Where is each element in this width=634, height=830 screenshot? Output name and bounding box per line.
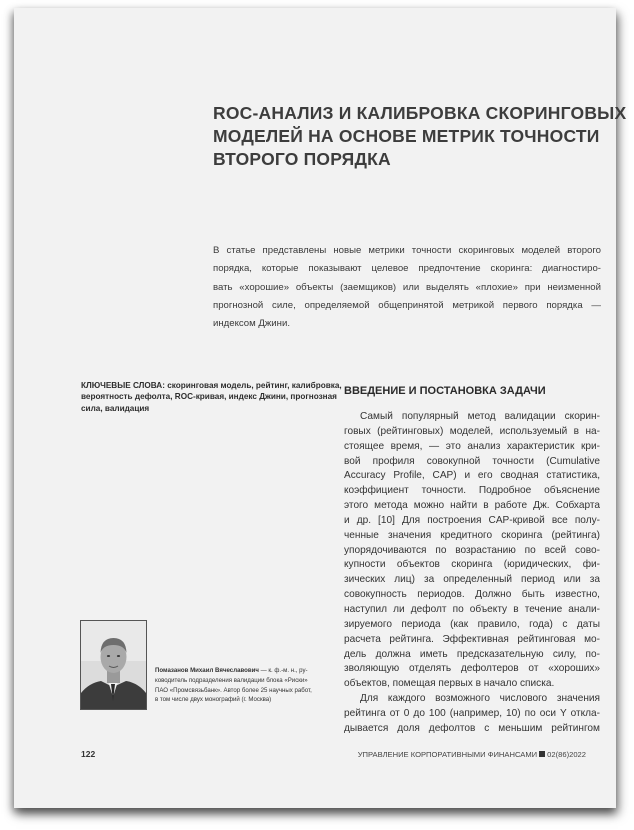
body-line: зволяющую отделять дефолтеров от «хороших»: [344, 663, 600, 675]
author-bio: [155, 666, 345, 705]
article-title: [213, 102, 627, 171]
running-footer: [358, 750, 586, 759]
keywords-line: КЛЮЧЕВЫЕ СЛОВА: скоринговая модель, рейтинг, калибровка,: [81, 381, 342, 390]
body-line: зируемого периода (как правило, года) с даты: [344, 618, 600, 630]
abstract-line: индексом Джини.: [213, 318, 290, 330]
body-line: дывается доля дефолтов с меньшим рейтингом: [344, 722, 600, 734]
abstract-line: вать «хорошие» объекты (заемщиков) или выделять «плохие» при неизменной: [213, 281, 601, 293]
body-line: дель должна иметь предсказательную силу, по-: [344, 648, 600, 660]
body-line: упорядочиваются по возрастанию по всей сово-: [344, 544, 600, 556]
section-heading: ВВЕДЕНИЕ И ПОСТАНОВКА ЗАДАЧИ: [344, 385, 546, 397]
body-line: наступил ли дефолт по объекту в течение анали-: [344, 603, 600, 615]
body-line: Самый популярный метод валидации скорин-: [360, 411, 600, 422]
page-number: 122: [81, 749, 96, 759]
author-bio-line: ководитель подразделения валидации блока «Риски»: [155, 676, 308, 684]
separator-square-icon: [539, 751, 545, 757]
author-name: Помазанов Михаил Вячеславович: [155, 667, 259, 674]
author-photo: [80, 620, 147, 710]
article-body: [344, 410, 600, 737]
author-portrait-icon: [81, 621, 146, 709]
body-line: рейтинга от 0 до 100 (например, 10) по оси Y откла-: [344, 707, 600, 719]
body-line: совокупность периодов. Должно быть известно,: [344, 589, 600, 601]
journal-name: УПРАВЛЕНИЕ КОРПОРАТИВНЫМИ ФИНАНСАМИ: [357, 750, 538, 759]
title-line: МОДЕЛЕЙ НА ОСНОВЕ МЕТРИК ТОЧНОСТИ: [213, 126, 600, 146]
journal-page: [14, 8, 627, 808]
body-line: Для каждого возможного числового значения: [360, 693, 600, 705]
author-bio-line: ПАО «Промсвязьбанк». Автор более 25 научных работ,: [155, 686, 312, 694]
body-line: ченные значения кредитного скоринга (рейтинга): [344, 529, 600, 541]
body-line: купности объектов скоринга (юридических, фи-: [344, 559, 600, 571]
abstract-line: порядка, которые показывают целевое предпочтение скоринга: диагностиро-: [213, 263, 601, 275]
keywords-line: сила, валидация: [81, 403, 150, 413]
title-line: ROC-АНАЛИЗ И КАЛИБРОВКА СКОРИНГОВЫХ: [213, 103, 627, 123]
body-line: Accuracy Profile, CAP) и его сводная статистика,: [344, 470, 600, 482]
body-line: расчета рейтинга. Эффективная рейтинговая мо-: [344, 633, 600, 645]
body-line: стоящее время, — это анализ характеристик кри-: [344, 440, 600, 452]
body-line: зических лиц) за определенный период или за: [344, 574, 600, 586]
abstract: [213, 242, 601, 333]
abstract-line: прогнозной силе, определяемой общепринятой метрикой первого порядка —: [213, 299, 601, 311]
body-line: этого метода можно найти в работе Дж. Собхарта: [344, 500, 600, 512]
body-line: коэффициент точности. Подробное объяснение: [344, 485, 600, 497]
keywords-line: вероятность дефолта, ROC-кривая, индекс Джини, прогнозная: [81, 392, 337, 402]
abstract-line: В статье представлены новые метрики точности скоринговых моделей второго: [213, 245, 601, 256]
keywords: [81, 380, 341, 414]
issue-number: 02(86)2022: [547, 750, 586, 759]
body-line: объектов, помещая первых в начало списка.: [344, 678, 555, 690]
author-bio-line: — к. ф.-м. н., ру-: [258, 667, 308, 674]
body-line: говых (рейтинговых) моделей, используемый в на-: [344, 425, 600, 437]
title-line: ВТОРОГО ПОРЯДКА: [213, 149, 391, 169]
author-bio-line: в том числе двух монографий (г. Москва): [155, 696, 272, 704]
body-line: вой профиля совокупной точности (Cumulative: [344, 455, 600, 467]
body-line: и др. [10] Для построения CAP-кривой все полу-: [344, 514, 600, 526]
